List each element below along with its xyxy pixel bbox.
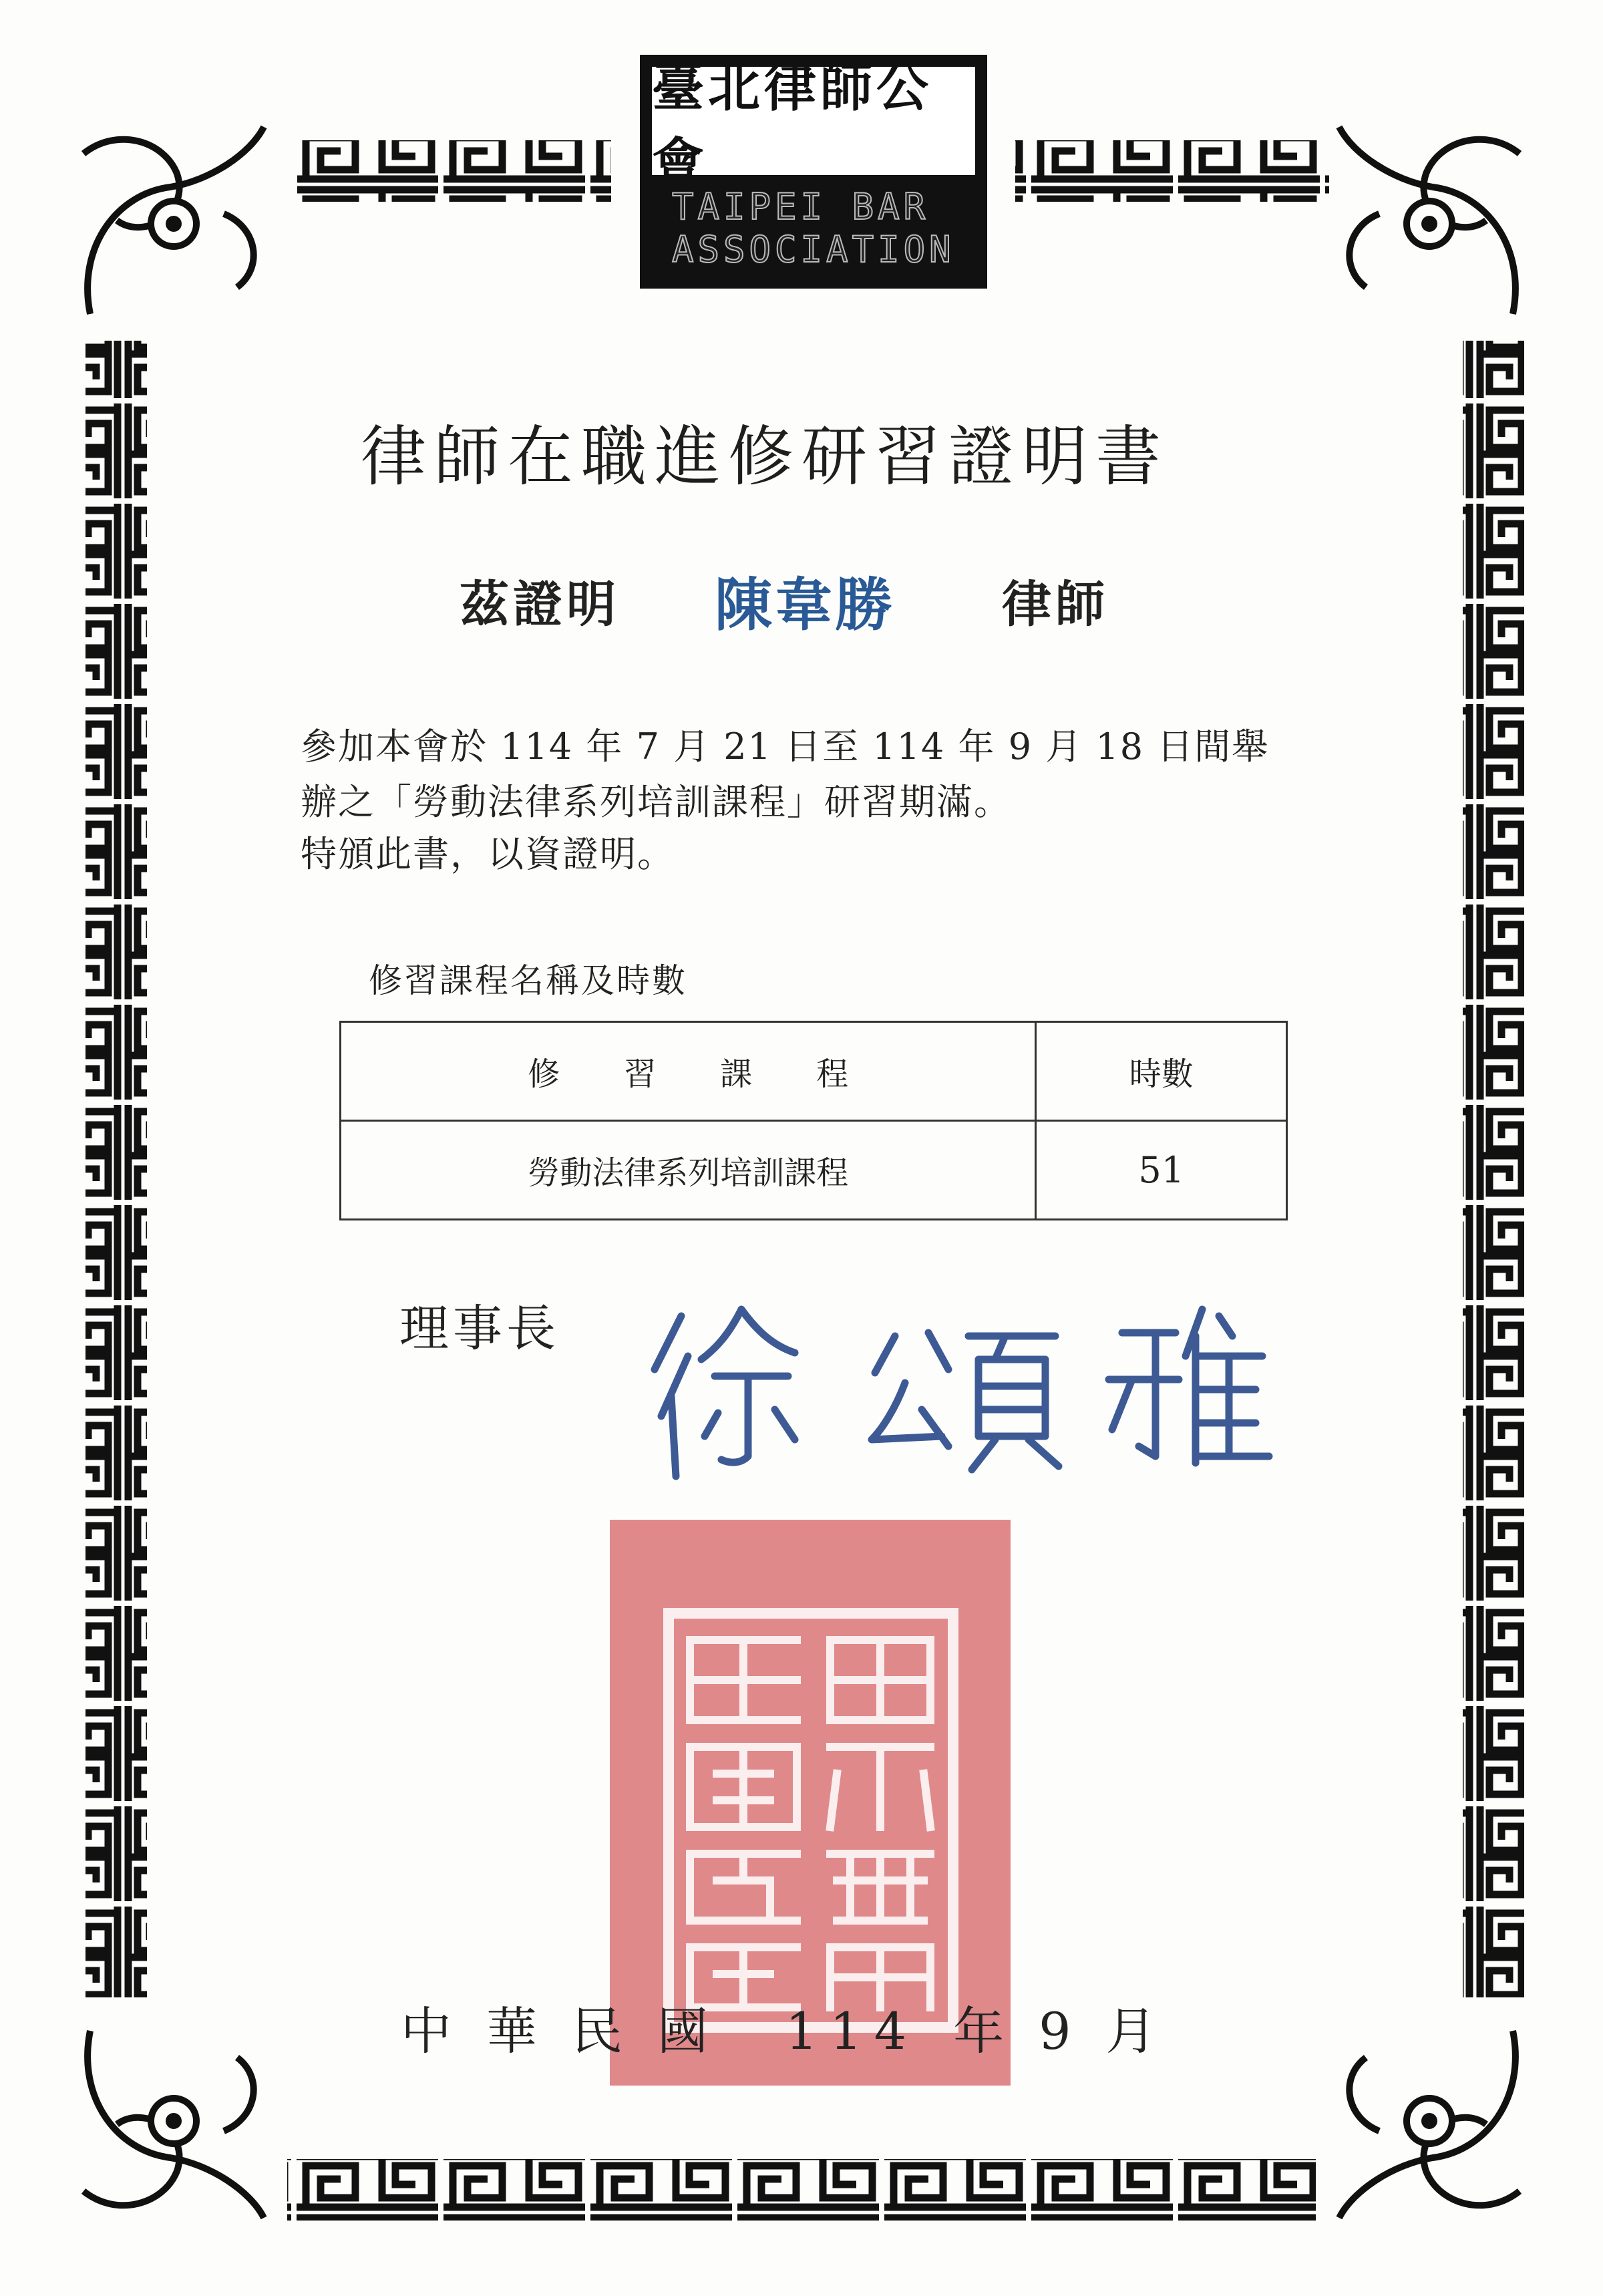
body-text-line-3: 特頒此書，以資證明。 — [301, 833, 675, 875]
table-row — [341, 1121, 1287, 1220]
date-era: 中華民國 — [401, 2001, 743, 2061]
date-year: 114 — [785, 2001, 919, 2061]
corner-ornament-top-left — [63, 114, 284, 334]
certify-prefix: 茲證明 — [460, 576, 620, 633]
lawyer-name: 陳韋勝 — [715, 572, 895, 639]
chairman-signature — [641, 1296, 1282, 1490]
chairman-title: 理事長 — [399, 1300, 560, 1357]
header-hours: 時數 — [1036, 1022, 1287, 1121]
body-text-line-1: 參加本會於 114 年 7 月 21 日至 114 年 9 月 18 日間舉 — [301, 725, 1270, 768]
date-year-unit: 年 — [953, 2001, 1005, 2061]
table-header-row — [341, 1022, 1287, 1121]
course-table — [339, 1021, 1288, 1220]
issue-date — [401, 1991, 1191, 2064]
certify-suffix: 律師 — [1002, 576, 1109, 633]
header-course: 修習課程 — [341, 1022, 1036, 1121]
logo-english-name-line1: TAIPEI BAR — [672, 186, 930, 228]
date-month-unit: 月 — [1105, 2001, 1157, 2061]
date-month: 9 — [1039, 2001, 1071, 2061]
course-hours-cell: 51 — [1036, 1121, 1287, 1220]
logo-chinese-name: 臺北律師公會 — [652, 67, 975, 175]
bar-association-logo — [640, 55, 987, 289]
corner-ornament-top-right — [1319, 114, 1540, 334]
course-name-cell: 勞動法律系列培訓課程 — [341, 1121, 1036, 1220]
corner-ornament-bottom-left — [63, 2011, 284, 2231]
corner-ornament-bottom-right — [1319, 2011, 1540, 2231]
course-table-heading: 修習課程名稱及時數 — [369, 961, 687, 1000]
body-text-line-2: 辦之「勞動法律系列培訓課程」研習期滿。 — [301, 781, 1011, 823]
logo-english-name-line2: ASSOCIATION — [672, 228, 955, 271]
certificate-title: 律師在職進修研習證明書 — [361, 419, 1170, 495]
